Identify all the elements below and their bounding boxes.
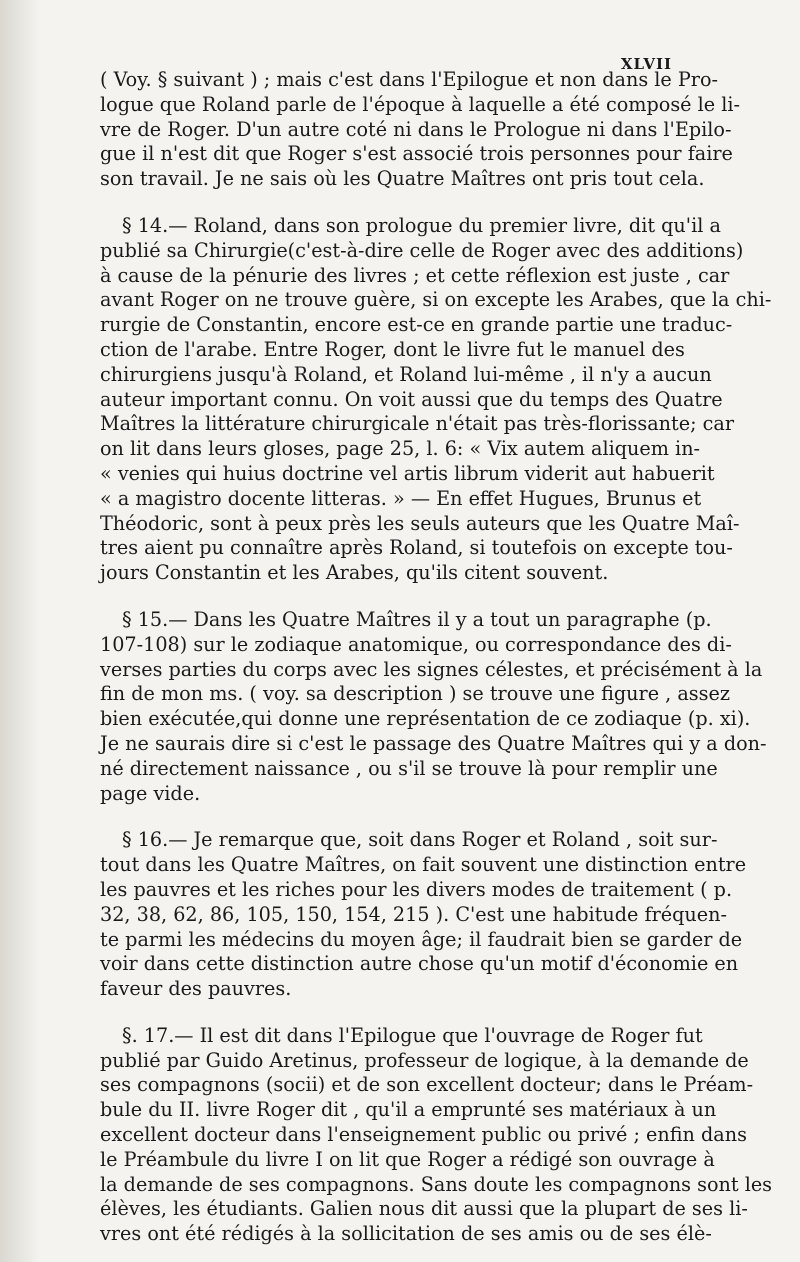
paragraph-section-16	[100, 828, 747, 1002]
text-line: gue il n'est dit que Roger s'est associé trois personnes pour faire	[100, 142, 733, 166]
paragraph-section-14	[100, 213, 772, 586]
text-line: § 15.— Dans les Quatre Maîtres il y a tout un paragraphe (p.	[122, 607, 712, 631]
text-line: auteur important connu. On voit aussi que du temps des Quatre	[100, 387, 723, 411]
text-line: avant Roger on ne trouve guère, si on excepte les Arabes, que la chi-	[100, 288, 772, 312]
text-line: fin de mon ms. ( voy. sa description ) se trouve une figure , assez	[100, 682, 730, 706]
text-line: bien exécutée,qui donne une représentation de ce zodiaque (p. xi).	[100, 707, 751, 731]
text-line: jours Constantin et les Arabes, qu'ils citent souvent.	[100, 561, 609, 585]
paragraph-gap	[100, 192, 680, 214]
page-number: XLVII	[620, 55, 672, 73]
text-line: § 14.— Roland, dans son prologue du premier livre, dit qu'il a	[122, 213, 721, 237]
text-line: ses compagnons (socii) et de son excellent docteur; dans le Préam-	[100, 1073, 754, 1097]
paragraph-gap	[100, 806, 680, 828]
text-line: verses parties du corps avec les signes célestes, et précisément à la	[100, 657, 763, 681]
text-line: Maîtres la littérature chirurgicale n'était pas très-florissante; car	[100, 412, 735, 436]
text-line: la demande de ses compagnons. Sans doute les compagnons sont les	[100, 1172, 773, 1196]
text-line: 32, 38, 62, 86, 105, 150, 154, 215 ). C'est une habitude fréquen-	[100, 902, 727, 926]
text-line: vres ont été rédigés à la sollicitation de ses amis ou de ses élè-	[100, 1222, 712, 1246]
paragraph-gap	[100, 586, 680, 608]
paragraph-gap	[100, 1002, 680, 1024]
paragraph-continuation	[100, 68, 740, 192]
text-line: son travail. Je ne sais où les Quatre Maîtres ont pris tout cela.	[100, 167, 705, 191]
text-line: voir dans cette distinction autre chose qu'un motif d'économie en	[100, 952, 739, 976]
text-line: ( Voy. § suivant ) ; mais c'est dans l'Epilogue et non dans le Pro-	[100, 68, 719, 91]
text-line: logue que Roland parle de l'époque à laquelle a été composé le li-	[100, 92, 740, 116]
text-line: 107-108) sur le zodiaque anatomique, ou correspondance des di-	[100, 632, 732, 656]
text-line: page vide.	[100, 781, 201, 805]
text-line: « a magistro docente litteras. » — En effet Hugues, Brunus et	[100, 486, 702, 510]
text-line: à cause de la pénurie des livres ; et cette réflexion est juste , car	[100, 263, 730, 287]
text-line: §. 17.— Il est dit dans l'Epilogue que l'ouvrage de Roger fut	[122, 1023, 703, 1047]
text-line: on lit dans leurs gloses, page 25, l. 6: « Vix autem aliquem in-	[100, 437, 701, 461]
text-line: publié sa Chirurgie(c'est-à-dire celle de Roger avec des additions)	[100, 238, 744, 262]
body-text	[100, 68, 773, 1247]
text-line: ction de l'arabe. Entre Roger, dont le livre fut le manuel des	[100, 337, 685, 361]
text-line: élèves, les étudiants. Galien nous dit aussi que la plupart de ses li-	[100, 1197, 748, 1221]
text-line: publié par Guido Aretinus, professeur de logique, à la demande de	[100, 1048, 749, 1072]
text-line: né directement naissance , ou s'il se trouve là pour remplir une	[100, 756, 718, 780]
paragraph-section-15	[100, 607, 767, 806]
text-line: Théodoric, sont à peux près les seuls auteurs que les Quatre Maî-	[100, 511, 740, 535]
text-line: « venies qui huius doctrine vel artis librum viderit aut habuerit	[100, 461, 715, 485]
text-line: les pauvres et les riches pour les divers modes de traitement ( p.	[100, 877, 733, 901]
text-line: excellent docteur dans l'enseignement public ou privé ; enfin dans	[100, 1123, 747, 1147]
text-line: tres aient pu connaître après Roland, si toutefois on excepte tou-	[100, 536, 733, 560]
text-line: faveur des pauvres.	[100, 977, 292, 1001]
text-line: rurgie de Constantin, encore est-ce en grande partie une traduc-	[100, 313, 733, 337]
text-line: te parmi les médecins du moyen âge; il faudrait bien se garder de	[100, 927, 743, 951]
text-line: bule du II. livre Roger dit , qu'il a emprunté ses matériaux à un	[100, 1098, 717, 1122]
page-gutter-shadow	[0, 0, 40, 1262]
paragraph-section-17	[100, 1023, 773, 1247]
text-line: Je ne saurais dire si c'est le passage des Quatre Maîtres qui y a don-	[100, 731, 767, 755]
text-line: chirurgiens jusqu'à Roland, et Roland lui-même , il n'y a aucun	[100, 362, 712, 386]
text-line: tout dans les Quatre Maîtres, on fait souvent une distinction entre	[100, 853, 747, 877]
text-line: § 16.— Je remarque que, soit dans Roger et Roland , soit sur-	[122, 828, 718, 852]
text-line: le Préambule du livre I on lit que Roger a rédigé son ouvrage à	[100, 1147, 715, 1171]
text-line: vre de Roger. D'un autre coté ni dans le Prologue ni dans l'Epilo-	[100, 117, 732, 141]
